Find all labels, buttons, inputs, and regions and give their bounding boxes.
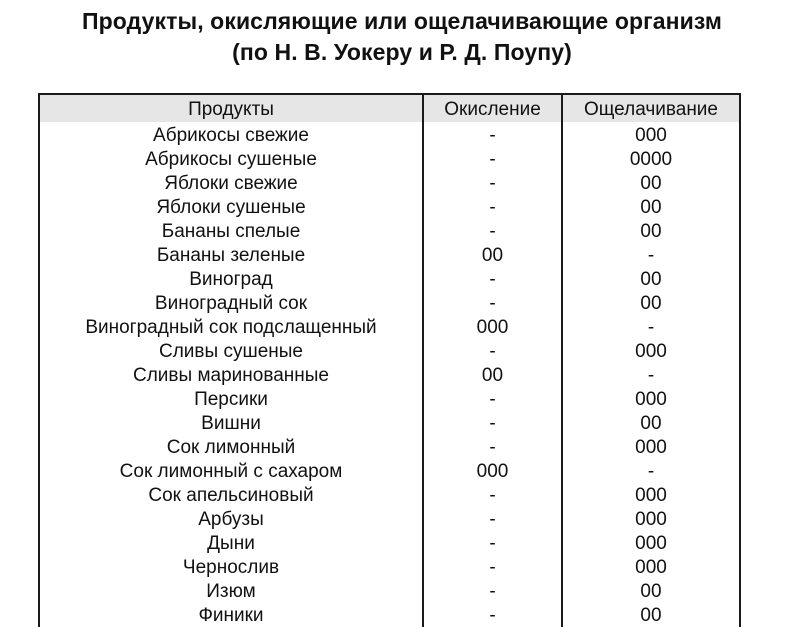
table-row xyxy=(40,484,739,508)
cell-oxidation: - xyxy=(489,581,496,602)
table-row xyxy=(40,532,739,556)
cell-product: Абрикосы свежие xyxy=(153,125,309,146)
cell-product: Сливы маринованные xyxy=(133,365,329,386)
cell-product: Сок лимонный xyxy=(166,437,296,458)
column-divider xyxy=(422,95,424,627)
cell-oxidation: - xyxy=(489,341,496,362)
header-oxidation: Окисление xyxy=(444,99,541,120)
cell-alkalization: 0000 xyxy=(629,149,673,170)
cell-alkalization: 000 xyxy=(635,437,667,458)
header-products: Продукты xyxy=(188,99,274,120)
table-row xyxy=(40,604,739,627)
cell-product: Виноградный сок xyxy=(154,293,308,314)
cell-product: Дыни xyxy=(207,533,255,554)
cell-product: Чернослив xyxy=(182,557,280,578)
cell-oxidation: 000 xyxy=(476,461,509,482)
cell-product: Виноград xyxy=(189,269,273,290)
cell-alkalization: 00 xyxy=(640,269,662,290)
cell-alkalization: - xyxy=(647,245,655,266)
table-row xyxy=(40,508,739,532)
title-line-1: Продукты, окисляющие или ощелачивающие организм xyxy=(81,8,722,34)
cell-alkalization: 000 xyxy=(635,485,667,506)
cell-oxidation: - xyxy=(489,413,496,434)
cell-oxidation: - xyxy=(489,269,496,290)
cell-alkalization: 00 xyxy=(640,413,662,434)
cell-oxidation: - xyxy=(489,557,496,578)
table-row xyxy=(40,172,739,196)
cell-alkalization: 00 xyxy=(640,581,662,602)
cell-product: Финики xyxy=(198,605,264,626)
cell-product: Персики xyxy=(194,389,268,410)
cell-oxidation: - xyxy=(489,221,496,242)
table-row xyxy=(40,244,739,268)
cell-oxidation: - xyxy=(489,173,496,194)
header-alkalization: Ощелачивание xyxy=(583,99,718,120)
cell-oxidation: - xyxy=(489,389,496,410)
cell-oxidation: - xyxy=(489,605,496,626)
table-row xyxy=(40,460,739,484)
cell-oxidation: - xyxy=(489,197,496,218)
cell-product: Сок апельсиновый xyxy=(148,485,314,506)
table-row xyxy=(40,292,739,316)
table-row xyxy=(40,124,739,148)
cell-product: Сок лимонный с сахаром xyxy=(119,461,343,482)
cell-product: Вишни xyxy=(201,413,261,434)
cell-oxidation: 00 xyxy=(481,245,504,266)
cell-oxidation: - xyxy=(489,533,496,554)
table-row xyxy=(40,316,739,340)
table-row xyxy=(40,220,739,244)
cell-oxidation: - xyxy=(489,509,496,530)
column-divider xyxy=(561,95,563,627)
cell-product: Арбузы xyxy=(198,509,264,530)
cell-product: Бананы зеленые xyxy=(156,245,306,266)
cell-oxidation: - xyxy=(489,485,496,506)
table-row xyxy=(40,340,739,364)
cell-oxidation: - xyxy=(489,437,496,458)
cell-alkalization: - xyxy=(647,365,655,386)
cell-alkalization: 00 xyxy=(640,197,662,218)
cell-product: Бананы спелые xyxy=(161,221,301,242)
food-acidity-table xyxy=(38,93,741,627)
table-row xyxy=(40,388,739,412)
cell-alkalization: 00 xyxy=(640,605,662,626)
cell-product: Яблоки свежие xyxy=(164,173,298,194)
cell-oxidation: - xyxy=(489,125,496,146)
cell-alkalization: 00 xyxy=(640,293,662,314)
table-row xyxy=(40,148,739,172)
table-row xyxy=(40,436,739,460)
cell-alkalization: - xyxy=(647,317,655,338)
cell-alkalization: 000 xyxy=(635,509,667,530)
cell-alkalization: 000 xyxy=(635,341,667,362)
table-row xyxy=(40,364,739,388)
table-row xyxy=(40,556,739,580)
cell-alkalization: 000 xyxy=(635,557,667,578)
cell-oxidation: - xyxy=(489,293,496,314)
cell-alkalization: 000 xyxy=(635,533,667,554)
table-row xyxy=(40,268,739,292)
cell-alkalization: 000 xyxy=(635,389,667,410)
cell-product: Сливы сушеные xyxy=(159,341,303,362)
table-header-row xyxy=(40,95,739,122)
table-row xyxy=(40,196,739,220)
cell-oxidation: - xyxy=(489,149,496,170)
page-title xyxy=(0,6,804,68)
title-line-2: (по Н. В. Уокеру и Р. Д. Поупу) xyxy=(232,39,572,65)
cell-oxidation: 00 xyxy=(481,365,504,386)
cell-product: Яблоки сушеные xyxy=(156,197,306,218)
cell-alkalization: 000 xyxy=(635,125,667,146)
cell-product: Абрикосы сушеные xyxy=(145,149,317,170)
cell-oxidation: 000 xyxy=(476,317,509,338)
cell-alkalization: - xyxy=(647,461,655,482)
cell-product: Виноградный сок подслащенный xyxy=(85,317,377,338)
cell-alkalization: 00 xyxy=(640,221,662,242)
table-row xyxy=(40,412,739,436)
table-row xyxy=(40,580,739,604)
cell-product: Изюм xyxy=(206,581,256,602)
cell-alkalization: 00 xyxy=(640,173,662,194)
